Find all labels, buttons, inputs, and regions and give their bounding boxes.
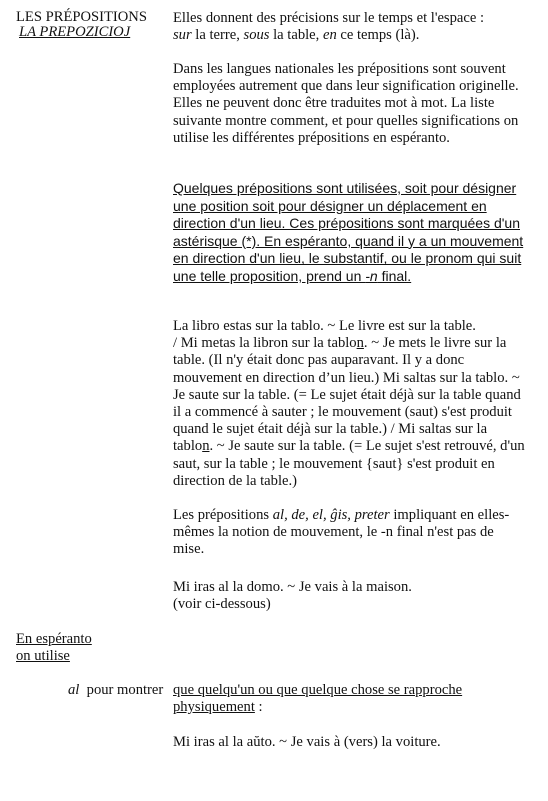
example-b-text: / Mi metas la libron sur la tablo (173, 335, 357, 352)
al-label (68, 682, 168, 699)
n-final-marker: -n (365, 267, 378, 284)
usage-label-line-1: En espéranto (16, 631, 92, 647)
asterisk-note-body: Quelques prépositions sont utilisées, soit pour désigner une position soit pour désigner un déplacement en direction d'un lieu. Ces prépositions sont marquées d'un astérisque (*). En espéranto, quand il y a un mouvement en direction d'un lieu, le substantif, ou le pronom qui suit une telle proposition, prend un (173, 180, 524, 284)
asterisk-note-end: final. (377, 267, 412, 284)
al-description (173, 682, 528, 716)
intro-text-3: ce temps (là). (336, 27, 420, 44)
intro-examples (173, 27, 528, 44)
asterisk-note-text (173, 180, 528, 286)
car-example-line: Mi iras al la aŭto. ~ Je vais à (vers) la voiture. (173, 734, 441, 750)
usage-label-line-2: on utilise (16, 648, 70, 665)
paragraph-meaning (173, 61, 528, 147)
paragraph-examples (173, 318, 528, 490)
word-sur: sur (173, 27, 192, 44)
motion-pre: Les prépositions (173, 507, 273, 523)
motion-post: impliquant en elles-mêmes la notion de mouvement, le -n final n'est pas de mise. (173, 507, 510, 558)
preposition-al: al (68, 682, 80, 698)
accusative-n-1: n (356, 335, 364, 352)
intro-text-1: la terre, (191, 27, 244, 44)
paragraph-house-example (173, 579, 528, 613)
al-description-text (173, 682, 528, 716)
heading-title-fr: LES PRÉPOSITIONS (16, 9, 147, 25)
see-below-note: (voir ci-dessous) (173, 596, 271, 613)
paragraph-asterisk-note (173, 180, 528, 286)
example-b-text-2: . ~ Je mets le livre sur la table. (Il n'y était donc pas auparavant. Il y a donc mouvement en direction d’un lieu.) Mi saltas sur la tablo. ~ Je saute sur la table. (= Le sujet était déjà sur la table quand il a commencé à sauter ; le mouvement (saut) s'est produit quand le sujet était déjà sur la table.) / Mi saltas sur la tablo (173, 335, 521, 455)
house-example-line: Mi iras al la domo. ~ Je vais à la maison. (173, 579, 412, 595)
intro-line: Elles donnent des précisions sur le temps et l'espace : (173, 10, 485, 26)
esperanto-usage-label (16, 631, 166, 665)
motion-preposition-list: al, de, el, ĝis, preter (272, 507, 390, 523)
al-description-body: que quelqu'un ou que quelque chose se rapproche physiquement (173, 682, 463, 716)
paragraph-motion-prepositions (173, 507, 528, 559)
al-purpose-label: pour montrer (86, 682, 164, 698)
example-c-text: . ~ Je saute sur la table. (= Le sujet s'est retrouvé, d'un saut, sur la table ; le mouvement {saut} s'est produit en direction de la table.) (173, 438, 525, 489)
example-line-a: La libro estas sur la tablo. ~ Le livre est sur la table. (173, 318, 476, 334)
intro-text-2: la table, (269, 27, 323, 44)
al-description-colon: : (254, 699, 263, 716)
word-en: en (322, 27, 337, 44)
paragraph-meaning-text: Dans les langues nationales les prépositions sont souvent employées autrement que dans leur signification originelle. Elles ne peuvent donc être traduites mot à mot. La liste suivante montre comment, et pour quelles significations on utilise les différentes prépositions en espéranto. (173, 61, 519, 146)
word-sous: sous (243, 27, 270, 44)
heading (16, 10, 166, 40)
car-example (173, 734, 528, 751)
heading-title-eo: LA PREPOZICIOJ (19, 24, 131, 40)
motion-prepositions-text (173, 507, 528, 559)
example-block (173, 335, 528, 490)
intro-paragraph (173, 10, 528, 44)
accusative-n-2: n (202, 438, 210, 455)
